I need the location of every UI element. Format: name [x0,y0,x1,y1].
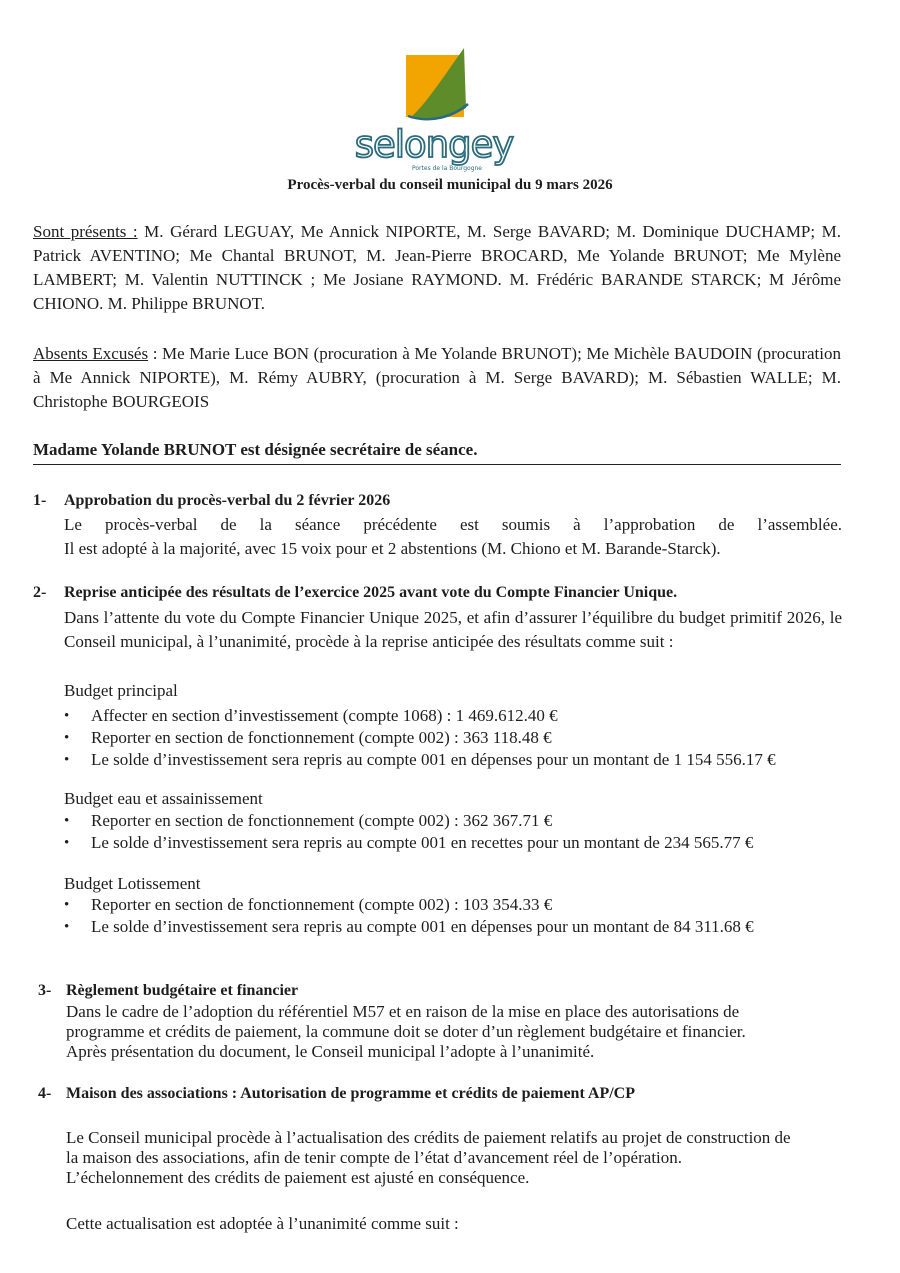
section-2-body: Dans l’attente du vote du Compte Financier Unique 2025, et afin d’assurer l’équilibre du budget primitif 2026, le Conseil municipal, à l’unanimité, procède à la reprise anticipée des résultats comme suit : [64,608,842,651]
section-4-body-line1: Le Conseil municipal procède à l’actualisation des crédits de paiement relatifs au projet de construction de [66,1128,791,1147]
present-names: M. Gérard LEGUAY, Me Annick NIPORTE, M. Serge BAVARD; M. Dominique DUCHAMP; M. Patrick AVENTINO; Me Chantal BRUNOT, M. Jean-Pierre BROCARD, Me Yolande BRUNOT; Me Mylène LAMBERT; M. Valentin NUTTINCK ; Me Josiane RAYMOND. M. Frédéric BARANDE STARCK; M Jérôme CHIONO. M. Philippe BRUNOT. [33,222,841,313]
section-1-body-line2: Il est adopté à la majorité, avec 15 voix pour et 2 abstentions (M. Chiono et M. Barande-Starck). [64,539,721,558]
budget-lotissement-list [64,894,854,938]
absent-names: : Me Marie Luce BON (procuration à Me Yolande BRUNOT); Me Michèle BAUDOIN (procuration à Me Annick NIPORTE), M. Rémy AUBRY, (procuration à M. Serge BAVARD); M. Sébastien WALLE; M. Christophe BOURGEOIS [33,344,841,411]
list-item: • Reporter en section de fonctionnement (compte 002) : 363 118.48 € [64,727,854,749]
budget-lotissement-label: Budget Lotissement [64,874,201,893]
svg-text:selongey: selongey [354,123,514,166]
list-item: • Le solde d’investissement sera repris au compte 001 en dépenses pour un montant de 1 154 556.17 € [64,749,854,771]
section-2-title: Reprise anticipée des résultats de l’exercice 2025 avant vote du Compte Financier Unique. [64,584,678,601]
section-1-body-line1: Le procès-verbal de la séance précédente est soumis à l’approbation de l’assemblée. [64,515,842,534]
document-title: Procès-verbal du conseil municipal du 9 mars 2026 [287,177,613,193]
budget-eau-list [64,810,854,854]
svg-text:Portes de la Bourgogne: Portes de la Bourgogne [411,165,482,172]
section-3-body-line3: Après présentation du document, le Conseil municipal l’adopte à l’unanimité. [66,1042,595,1061]
section-1-title: Approbation du procès-verbal du 2 février 2026 [64,492,391,509]
list-item: • Le solde d’investissement sera repris au compte 001 en dépenses pour un montant de 84 311.68 € [64,916,854,938]
section-divider [33,464,841,465]
section-3-body-line1: Dans le cadre de l’adoption du référentiel M57 et en raison de la mise en place des autorisations de [66,1002,740,1021]
section-1-number: 1- [33,492,47,509]
absent-paragraph [33,342,841,414]
budget-principal-list [64,705,854,771]
budget-eau-label: Budget eau et assainissement [64,789,263,808]
section-2-number: 2- [33,584,47,601]
list-item: • Le solde d’investissement sera repris au compte 001 en recettes pour un montant de 234 565.77 € [64,832,854,854]
secretary-designation: Madame Yolande BRUNOT est désignée secrétaire de séance. [33,440,478,459]
section-4-body-line3: L’échelonnement des crédits de paiement est ajusté en conséquence. [66,1168,530,1187]
section-4-closing: Cette actualisation est adoptée à l’unanimité comme suit : [66,1214,459,1233]
selongey-logo-graphic [326,44,542,174]
section-4-number: 4- [38,1085,52,1102]
section-4-title: Maison des associations : Autorisation de programme et crédits de paiement AP/CP [66,1085,635,1102]
list-item: • Reporter en section de fonctionnement (compte 002) : 362 367.71 € [64,810,854,832]
section-3-number: 3- [38,982,52,999]
absent-label: Absents Excusés [33,344,149,363]
present-paragraph [33,220,841,316]
section-3-title: Règlement budgétaire et financier [66,982,299,999]
list-item: • Affecter en section d’investissement (compte 1068) : 1 469.612.40 € [64,705,854,727]
list-item: • Reporter en section de fonctionnement (compte 002) : 103 354.33 € [64,894,854,916]
section-3-body-line2: programme et crédits de paiement, la commune doit se doter d’un règlement budgétaire et financier. [66,1022,746,1041]
present-label: Sont présents : [33,222,138,241]
budget-principal-label: Budget principal [64,681,178,700]
selongey-logo [326,44,542,174]
section-4-body-line2: la maison des associations, afin de tenir compte de l’état d’avancement réel de l’opération. [66,1148,683,1167]
